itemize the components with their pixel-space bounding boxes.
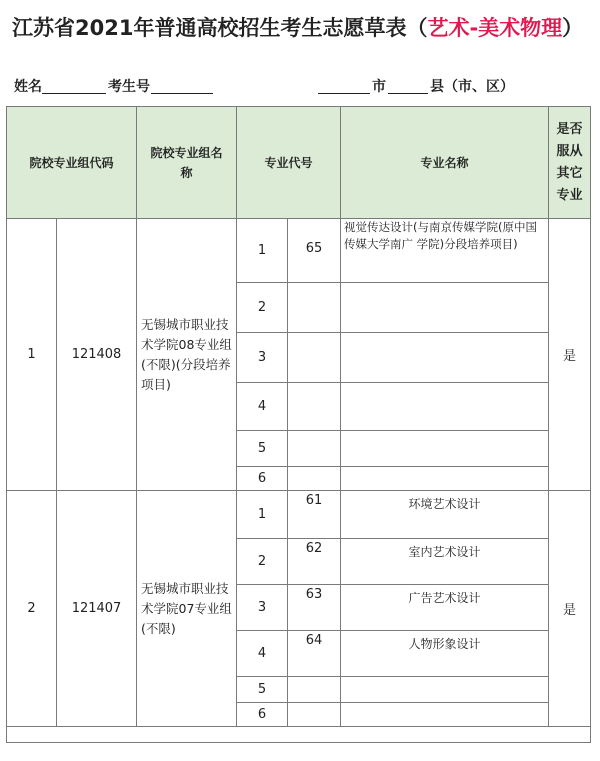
major-name[interactable]	[341, 467, 549, 491]
major-name[interactable]	[341, 431, 549, 467]
header-obey: 是否服从其它专业	[549, 107, 591, 219]
info-line	[14, 76, 590, 98]
county-field[interactable]	[388, 93, 428, 94]
major-name[interactable]: 环境艺术设计	[341, 491, 549, 539]
row-number: 4	[237, 383, 288, 431]
major-code[interactable]	[288, 677, 341, 703]
title-end: ）	[562, 16, 584, 40]
row-number: 6	[237, 467, 288, 491]
header-major-code: 专业代号	[237, 107, 341, 219]
major-code[interactable]	[288, 431, 341, 467]
obey-value[interactable]: 是	[549, 219, 591, 491]
major-code[interactable]: 61	[288, 491, 341, 539]
row-number: 2	[237, 539, 288, 585]
group-name: 无锡城市职业技术学院08专业组(不限)(分段培养项目)	[137, 219, 237, 491]
name-field[interactable]	[42, 93, 106, 94]
table-footer-row	[7, 727, 591, 743]
major-code[interactable]: 63	[288, 585, 341, 631]
header-group-code: 院校专业组代码	[7, 107, 137, 219]
major-code[interactable]: 65	[288, 219, 341, 283]
group-code[interactable]: 121407	[57, 491, 137, 727]
name-label: 姓名	[14, 79, 42, 95]
city-field[interactable]	[318, 93, 370, 94]
row-number: 6	[237, 703, 288, 727]
major-name[interactable]	[341, 383, 549, 431]
header-group-name: 院校专业组名称	[137, 107, 237, 219]
major-name[interactable]	[341, 703, 549, 727]
obey-value[interactable]: 是	[549, 491, 591, 727]
major-code[interactable]	[288, 467, 341, 491]
exam-number-field[interactable]	[151, 93, 213, 94]
exam-number-label: 考生号	[108, 79, 150, 95]
title-highlight: 艺术-美术物理	[427, 16, 563, 40]
major-name[interactable]: 视觉传达设计(与南京传媒学院(原中国传媒大学南广 学院)分段培养项目)	[341, 219, 549, 283]
row-number: 4	[237, 631, 288, 677]
major-name[interactable]	[341, 333, 549, 383]
row-number: 1	[237, 219, 288, 283]
table-row	[7, 219, 591, 283]
title-main: 江苏省2021年普通高校招生考生志愿草表（	[12, 16, 428, 40]
row-number: 5	[237, 431, 288, 467]
row-number: 3	[237, 585, 288, 631]
major-code[interactable]: 62	[288, 539, 341, 585]
row-number: 3	[237, 333, 288, 383]
row-number: 5	[237, 677, 288, 703]
group-name: 无锡城市职业技术学院07专业组(不限)	[137, 491, 237, 727]
group-index: 1	[7, 219, 57, 491]
major-code[interactable]	[288, 383, 341, 431]
header-major-name: 专业名称	[341, 107, 549, 219]
group-index: 2	[7, 491, 57, 727]
header-row	[7, 107, 591, 219]
major-name[interactable]	[341, 677, 549, 703]
major-name[interactable]: 广告艺术设计	[341, 585, 549, 631]
form-title	[12, 8, 592, 48]
table-row	[7, 491, 591, 539]
major-code[interactable]: 64	[288, 631, 341, 677]
major-name[interactable]: 人物形象设计	[341, 631, 549, 677]
major-name[interactable]: 室内艺术设计	[341, 539, 549, 585]
county-label: 县（市、区）	[430, 79, 514, 95]
application-table	[6, 106, 591, 743]
row-number: 2	[237, 283, 288, 333]
major-name[interactable]	[341, 283, 549, 333]
major-code[interactable]	[288, 333, 341, 383]
group-code[interactable]: 121408	[57, 219, 137, 491]
city-label: 市	[372, 79, 386, 95]
major-code[interactable]	[288, 283, 341, 333]
row-number: 1	[237, 491, 288, 539]
major-code[interactable]	[288, 703, 341, 727]
